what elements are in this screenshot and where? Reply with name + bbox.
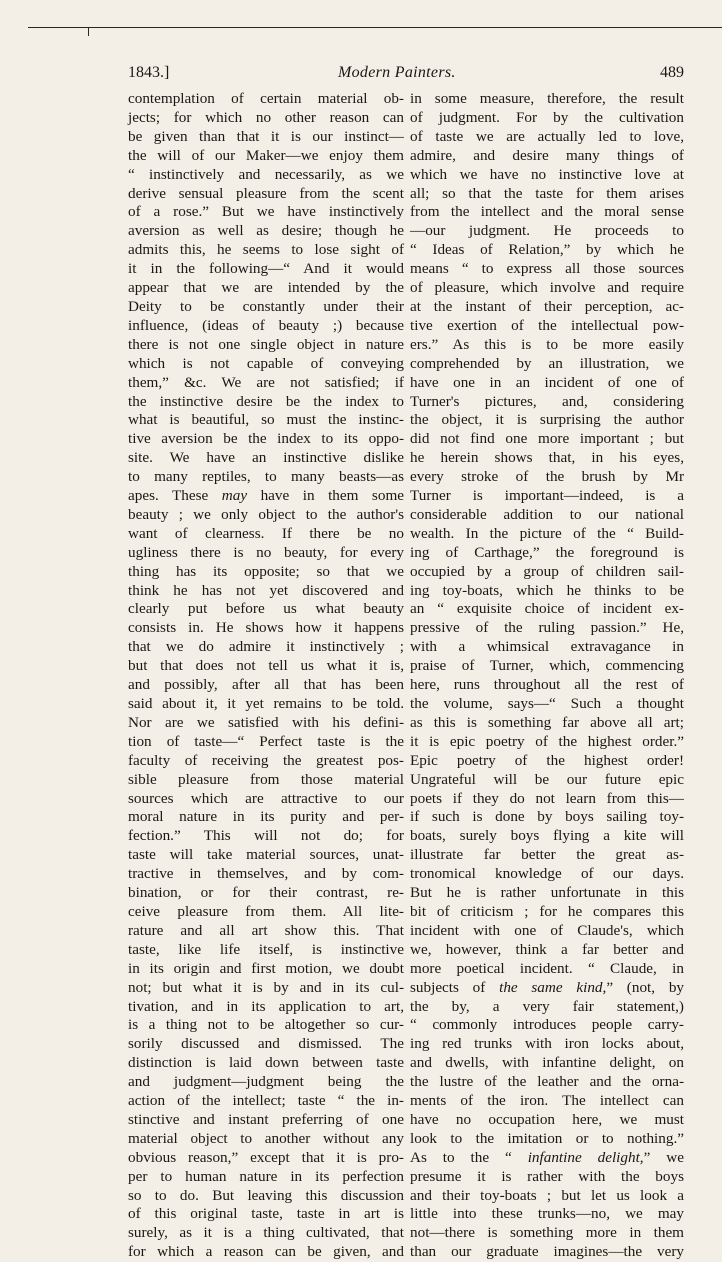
text-line: Turner is important—indeed, is a bbox=[410, 487, 684, 505]
text-line: which is not capable of conveying bbox=[128, 354, 404, 372]
text-line: sources which are attractive to our bbox=[128, 789, 404, 807]
text-line: the instinctive desire be the index to bbox=[128, 392, 404, 410]
text-line: ing toy-boats, which he thinks to be bbox=[410, 581, 684, 599]
text-line: considerable addition to our national bbox=[410, 505, 684, 523]
text-line: As to the “ infantine delight,” we bbox=[410, 1148, 684, 1166]
text-line: and dwells, with infantine delight, on bbox=[410, 1054, 684, 1072]
text-line: not; but what it is by and in its cul- bbox=[128, 978, 404, 996]
text-line: as this is something far above all art; bbox=[410, 713, 684, 731]
text-line: of taste we are actually led to love, bbox=[410, 127, 684, 145]
text-line: in its origin and first motion, we doubt bbox=[128, 959, 404, 977]
text-line: occupied by a group of children sail- bbox=[410, 562, 684, 580]
text-line: which we have no instinctive love at bbox=[410, 165, 684, 183]
text-line: sible pleasure from those material bbox=[128, 770, 404, 788]
text-line: did not find one more important ; but bbox=[410, 430, 684, 448]
text-line: than our graduate imagines—the very bbox=[410, 1243, 684, 1261]
text-line: sorily discussed and dismissed. The bbox=[128, 1035, 404, 1053]
text-line: admire, and desire many things of bbox=[410, 146, 684, 164]
left-column bbox=[128, 90, 404, 1262]
text-line: fection.” This will not do; for bbox=[128, 827, 404, 845]
text-line: think he has not yet discovered and bbox=[128, 581, 404, 599]
text-line: “ instinctively and necessarily, as we bbox=[128, 165, 404, 183]
text-line: means “ to express all those sources bbox=[410, 260, 684, 278]
text-line: of a rose.” But we have instinctively bbox=[128, 203, 404, 221]
text-line: moral nature in its purity and per- bbox=[128, 808, 404, 826]
text-line: thing has its opposite; so that we bbox=[128, 562, 404, 580]
text-line: taste will take material sources, unat- bbox=[128, 846, 404, 864]
text-line: Nor are we satisfied with his defini- bbox=[128, 713, 404, 731]
text-line: stinctive and instant preferring of one bbox=[128, 1110, 404, 1128]
text-line: have one in an incident of one of bbox=[410, 373, 684, 391]
text-line: tivation, and in its application to art, bbox=[128, 997, 404, 1015]
text-line: little into these trunks—no, we may bbox=[410, 1205, 684, 1223]
text-line: “ Ideas of Relation,” by which he bbox=[410, 241, 684, 259]
text-line: appear that we are intended by the bbox=[128, 279, 404, 297]
text-line: obvious reason,” except that it is pro- bbox=[128, 1148, 404, 1166]
text-line: aversion as well as desire; though he bbox=[128, 222, 404, 240]
text-line: per to human nature in its perfection bbox=[128, 1167, 404, 1185]
text-line: surely, as it is a thing cultivated, that bbox=[128, 1224, 404, 1242]
text-line: an “ exquisite choice of incident ex- bbox=[410, 600, 684, 618]
text-line: is a thing not to be altogether so cur- bbox=[128, 1016, 404, 1034]
text-line: what is beautiful, so must the instinc- bbox=[128, 411, 404, 429]
text-line: for which a reason can be given, and bbox=[128, 1243, 404, 1261]
text-line: illustrate far better the great as- bbox=[410, 846, 684, 864]
text-line: so to do. But leaving this discussion bbox=[128, 1186, 404, 1204]
text-line: have no occupation here, we must bbox=[410, 1110, 684, 1128]
text-line: boats, surely boys flying a kite will bbox=[410, 827, 684, 845]
text-line: them,” &c. We are not satisfied; if bbox=[128, 373, 404, 391]
text-line: and their toy-boats ; but let us look a bbox=[410, 1186, 684, 1204]
text-line: with a whimsical extravagance in bbox=[410, 638, 684, 656]
text-line: from the intellect and the moral sense bbox=[410, 203, 684, 221]
text-line: tive exertion of the intellectual pow- bbox=[410, 316, 684, 334]
text-line: site. We have an instinctive dislike bbox=[128, 449, 404, 467]
text-line: Turner's pictures, and, considering bbox=[410, 392, 684, 410]
text-line: praise of Turner, which, commencing bbox=[410, 657, 684, 675]
text-line: Epic poetry of the highest order! bbox=[410, 751, 684, 769]
text-line: faculty of receiving the greatest pos- bbox=[128, 751, 404, 769]
text-line: that we do admire it instinctively ; bbox=[128, 638, 404, 656]
text-line: Ungrateful will be our future epic bbox=[410, 770, 684, 788]
text-line: pressive of the ruling passion.” He, bbox=[410, 619, 684, 637]
header-title: Modern Painters. bbox=[338, 64, 456, 81]
text-line: tronomical knowledge of our days. bbox=[410, 865, 684, 883]
text-line: of this original taste, taste in art is bbox=[128, 1205, 404, 1223]
text-line: admits this, he seems to lose sight of bbox=[128, 241, 404, 259]
text-line: the by, a very fair statement,) bbox=[410, 997, 684, 1015]
text-line: ceive pleasure from them. All lite- bbox=[128, 902, 404, 920]
text-line: be given than that it is our instinct— bbox=[128, 127, 404, 145]
text-line: Deity to be constantly under their bbox=[128, 297, 404, 315]
text-line: comprehended by an illustration, we bbox=[410, 354, 684, 372]
text-line: subjects of the same kind,” (not, by bbox=[410, 978, 685, 996]
text-line: tractive in themselves, and by com- bbox=[128, 865, 404, 883]
text-line: rature and all art show this. That bbox=[128, 921, 404, 939]
text-line: of judgment. For by the cultivation bbox=[410, 108, 684, 126]
text-line: —our judgment. He proceeds to bbox=[410, 222, 684, 240]
text-line: to many reptiles, to many beasts—as bbox=[128, 468, 404, 486]
text-line: “ commonly introduces people carry- bbox=[410, 1016, 684, 1034]
text-line: the object, it is surprising the author bbox=[410, 411, 684, 429]
text-line: said about it, it yet remains to be told. bbox=[128, 695, 404, 712]
text-line: poets if they do not learn from this— bbox=[410, 789, 684, 807]
text-line: of pleasure, which involve and require bbox=[410, 279, 684, 297]
top-rule-tick bbox=[88, 27, 89, 36]
top-rule bbox=[28, 27, 722, 28]
text-line: and possibly, after all that has been bbox=[128, 676, 404, 694]
text-line: want of clearness. If there be no bbox=[128, 524, 404, 542]
text-line: all; so that the taste for them arises bbox=[410, 184, 684, 202]
text-line: wealth. In the picture of the “ Build- bbox=[410, 524, 684, 542]
page-number: 489 bbox=[660, 64, 684, 81]
header-year: 1843.] bbox=[128, 64, 170, 81]
text-line: it in the following—“ And it would bbox=[128, 260, 404, 278]
text-line: beauty ; we only object to the author's bbox=[128, 505, 404, 523]
text-line: clearly put before us what beauty bbox=[128, 600, 404, 618]
text-line: material object to another without any bbox=[128, 1129, 404, 1147]
text-line: ers.” As this is to be more easily bbox=[410, 335, 684, 353]
text-line: every stroke of the brush by Mr bbox=[410, 468, 684, 486]
text-line: but that does not tell us what it is, bbox=[128, 657, 404, 675]
text-line: at the instant of their perception, ac- bbox=[410, 297, 684, 315]
text-line: in some measure, therefore, the result bbox=[410, 90, 684, 107]
text-line: we, however, think a far better and bbox=[410, 940, 684, 958]
text-line: bination, or for their contrast, re- bbox=[128, 884, 404, 902]
text-line: the lustre of the leather and the orna- bbox=[410, 1073, 684, 1091]
text-line: if such is done by boys sailing toy- bbox=[410, 808, 684, 826]
text-line: distinction is laid down between taste bbox=[128, 1054, 404, 1072]
text-line: tive aversion be the index to its oppo- bbox=[128, 430, 404, 448]
text-line: ments of the iron. The intellect can bbox=[410, 1092, 684, 1110]
text-line: ugliness there is no beauty, for every bbox=[128, 543, 404, 561]
text-line: jects; for which no other reason can bbox=[128, 108, 404, 126]
running-header bbox=[128, 64, 684, 86]
text-line: tion of taste—“ Perfect taste is the bbox=[128, 732, 404, 750]
text-line: apes. These may have in them some bbox=[128, 487, 404, 505]
text-line: he herein shows that, in his eyes, bbox=[410, 449, 684, 467]
text-line: there is not one single object in nature bbox=[128, 335, 404, 353]
text-line: bit of criticism ; for he compares this bbox=[410, 902, 684, 920]
text-line: action of the intellect; taste “ the in- bbox=[128, 1092, 404, 1110]
text-line: presume it is rather with the boys bbox=[410, 1167, 684, 1185]
right-column bbox=[410, 90, 684, 1262]
text-line: taste, like life itself, is instinctive bbox=[128, 940, 404, 958]
text-line: not—there is something more in them bbox=[410, 1224, 684, 1242]
text-line: more poetical incident. “ Claude, in bbox=[410, 959, 684, 977]
text-line: derive sensual pleasure from the scent bbox=[128, 184, 404, 202]
text-line: here, runs throughout all the rest of bbox=[410, 676, 684, 694]
text-line: incident with one of Claude's, which bbox=[410, 921, 684, 939]
text-line: But he is rather unfortunate in this bbox=[410, 884, 684, 902]
text-line: ing of Carthage,” the foreground is bbox=[410, 543, 684, 561]
text-line: consists in. He shows how it happens bbox=[128, 619, 404, 637]
text-line: the volume, says—“ Such a thought bbox=[410, 695, 684, 712]
text-line: influence, (ideas of beauty ;) because bbox=[128, 316, 404, 334]
text-line: it is epic poetry of the highest order.” bbox=[410, 732, 684, 750]
text-line: contemplation of certain material ob- bbox=[128, 90, 404, 107]
text-line: the will of our Maker—we enjoy them bbox=[128, 146, 404, 164]
text-line: and judgment—judgment being the bbox=[128, 1073, 404, 1091]
text-line: ing red trunks with iron locks about, bbox=[410, 1035, 684, 1053]
text-line: look to the imitation or to nothing.” bbox=[410, 1129, 684, 1147]
